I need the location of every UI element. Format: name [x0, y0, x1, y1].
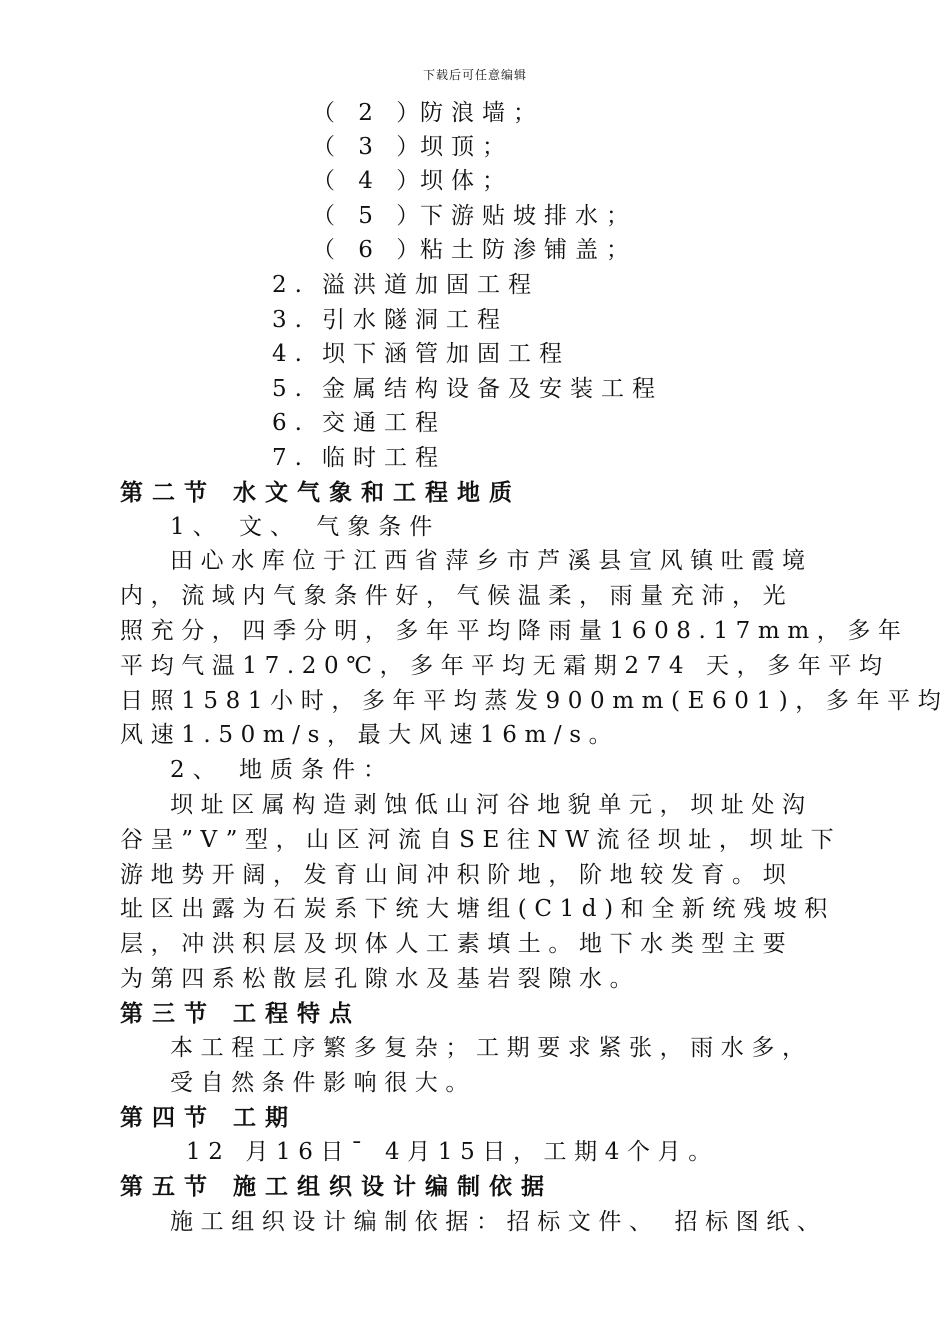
paragraph-line: 本工程工序繁多复杂；工期要求紧张，雨水多， — [170, 1035, 813, 1061]
paragraph-line: 风速1.50m/s，最大风速16m/s。 — [120, 722, 620, 748]
sub-item — [312, 235, 637, 265]
paragraph-line: 址区出露为石炭系下统大塘组(C1d)和全新统残坡积 — [120, 896, 835, 922]
section-heading: 第五节 施工组织设计编制依据 — [120, 1174, 554, 1200]
sub-item-text: 坝体； — [420, 168, 513, 194]
sub-item-text: 坝顶； — [420, 134, 513, 160]
list-item-text: 溢洪道加固工程 — [322, 272, 539, 298]
list-item-number: 6. — [272, 410, 310, 436]
sub-item-number: （ 2 ） — [312, 100, 428, 126]
subsection-title: 2、 地质条件： — [170, 757, 394, 783]
paragraph-line: 层，冲洪积层及坝体人工素填土。地下水类型主要 — [120, 931, 794, 957]
sub-item — [312, 166, 513, 196]
sub-item-text: 下游贴坡排水； — [420, 203, 637, 229]
sub-item — [312, 98, 544, 128]
list-item-number: 4. — [272, 341, 310, 367]
subsection-title: 1、 文、 气象条件 — [170, 514, 441, 540]
paragraph-line: 施工组织设计编制依据：招标文件、 招标图纸、 — [170, 1209, 828, 1235]
paragraph-line: 受自然条件影响很大。 — [170, 1070, 476, 1096]
paragraph-line: 12 月16日¯ 4月15日，工期4个月。 — [186, 1139, 719, 1165]
sub-item-number: （ 5 ） — [312, 203, 428, 229]
paragraph-line: 内，流域内气象条件好，气候温柔，雨量充沛，光 — [120, 583, 794, 609]
list-item-text: 坝下涵管加固工程 — [322, 341, 570, 367]
list-item — [272, 339, 570, 369]
sub-item — [312, 201, 637, 231]
paragraph-line: 照充分，四季分明，多年平均降雨量1608.17mm，多年 — [120, 618, 909, 644]
section-heading: 第四节 工期 — [120, 1105, 298, 1131]
list-item — [272, 270, 539, 300]
list-item-text: 交通工程 — [322, 410, 446, 436]
sub-item-number: （ 3 ） — [312, 134, 428, 160]
sub-item-text: 防浪墙； — [420, 100, 544, 126]
paragraph-line: 谷呈”V”型，山区河流自SE往NW流径坝址，坝址下 — [120, 827, 842, 853]
list-item-text: 临时工程 — [322, 445, 446, 471]
paragraph-line: 为第四系松散层孔隙水及基岩裂隙水。 — [120, 966, 641, 992]
paragraph-line: 游地势开阔，发育山间冲积阶地，阶地较发育。坝 — [120, 862, 794, 888]
list-item — [272, 408, 446, 438]
list-item — [272, 443, 446, 473]
sub-item-number: （ 6 ） — [312, 237, 428, 263]
paragraph-line: 坝址区属构造剥蚀低山河谷地貌单元，坝址处沟 — [170, 792, 813, 818]
list-item-number: 7. — [272, 445, 310, 471]
list-item-number: 3. — [272, 307, 310, 333]
list-item-text: 金属结构设备及安装工程 — [322, 376, 663, 402]
list-item-number: 2. — [272, 272, 310, 298]
sub-item — [312, 132, 513, 162]
list-item — [272, 305, 508, 335]
list-item-text: 引水隧洞工程 — [322, 307, 508, 333]
page-header: 下载后可任意编辑 — [422, 68, 527, 82]
paragraph-line: 平均气温17.20℃，多年平均无霜期274 天，多年平均 — [120, 653, 890, 679]
section-heading: 第三节 工程特点 — [120, 1001, 362, 1027]
paragraph-line: 日照1581小时，多年平均蒸发900mm(E601)，多年平均 — [120, 688, 949, 714]
sub-item-text: 粘土防渗铺盖； — [420, 237, 637, 263]
paragraph-line: 田心水库位于江西省萍乡市芦溪县宣风镇吐霞境 — [170, 548, 813, 574]
section-heading: 第二节 水文气象和工程地质 — [120, 480, 522, 506]
list-item — [272, 374, 663, 404]
sub-item-number: （ 4 ） — [312, 168, 428, 194]
list-item-number: 5. — [272, 376, 310, 402]
